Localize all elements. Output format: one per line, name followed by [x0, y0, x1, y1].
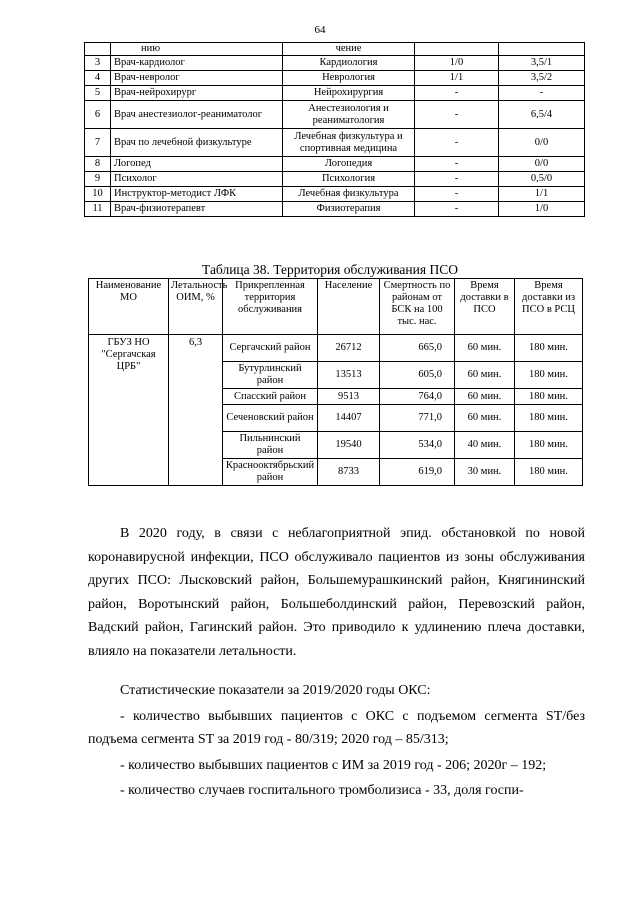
table-cell: -	[415, 172, 499, 187]
table-cell: 40 мин.	[455, 432, 515, 459]
table-cell: Врач по лечебной физкультуре	[111, 129, 283, 157]
table-cell: Лечебная физкультура и спортивная медицина	[283, 129, 415, 157]
table-cell: Неврология	[283, 71, 415, 86]
table-cell: 6	[85, 101, 111, 129]
table-cell: -	[415, 101, 499, 129]
table-cell: -	[415, 202, 499, 217]
page-number: 64	[314, 24, 326, 36]
table-header-row	[89, 279, 583, 335]
statistics-heading: Статистические показатели за 2019/2020 годы ОКС:	[120, 683, 431, 698]
column-header: Наименование МО	[89, 279, 169, 335]
table-cell: 534,0	[380, 432, 455, 459]
body-paragraph	[88, 522, 585, 663]
table-row	[85, 43, 585, 56]
table-cell: -	[415, 129, 499, 157]
table-cell: -	[499, 86, 585, 101]
table-cell: 3	[85, 56, 111, 71]
table-cell: 1/1	[415, 71, 499, 86]
table-row	[85, 129, 585, 157]
statistics-item: - количество случаев госпитального тромболизиса - 33, доля госпи-	[120, 783, 524, 798]
table-cell: 10	[85, 187, 111, 202]
table-cell: Врач-физиотерапевт	[111, 202, 283, 217]
statistics-item: - количество выбывших пациентов с ИМ за 2019 год - 206; 2020г – 192;	[120, 757, 547, 773]
table-cell: 5	[85, 86, 111, 101]
table-cell: Психология	[283, 172, 415, 187]
table-cell: Сеченовский район	[223, 405, 318, 432]
table-cell: Врач-нейрохирург	[111, 86, 283, 101]
column-header: Летальность ОИМ, %	[169, 279, 223, 335]
statistics-item: - количество выбывших пациентов с ОКС с подъемом сегмента ST/без подъема сегмента ST за 2019 год - 80/319; 2020 год – 85/313;	[88, 708, 585, 747]
table-row	[85, 187, 585, 202]
column-header: Время доставки из ПСО в РСЦ	[515, 279, 583, 335]
table-cell: 180 мин.	[515, 335, 583, 362]
table-cell: Врач-невролог	[111, 71, 283, 86]
table-cell: Логопедия	[283, 157, 415, 172]
table-cell: 26712	[318, 335, 380, 362]
table-cell: 13513	[318, 362, 380, 389]
table-cell: 6,5/4	[499, 101, 585, 129]
table-cell: Пильнинский район	[223, 432, 318, 459]
table-cell: -	[415, 187, 499, 202]
table-cell: 1/1	[499, 187, 585, 202]
table-cell: Сергачский район	[223, 335, 318, 362]
table-cell: Анестезиология и реаниматология	[283, 101, 415, 129]
column-header: Время доставки в ПСО	[455, 279, 515, 335]
column-header: Прикрепленная территория обслуживания	[223, 279, 318, 335]
table-row	[85, 172, 585, 187]
table-cell: 1/0	[415, 56, 499, 71]
table-cell: 180 мин.	[515, 362, 583, 389]
table-cell: 60 мин.	[455, 389, 515, 405]
table-cell: 14407	[318, 405, 380, 432]
table-cell: Бутурлинский район	[223, 362, 318, 389]
mo-name-cell: ГБУЗ НО "Сергачская ЦРБ"	[89, 335, 169, 486]
table-cell: 11	[85, 202, 111, 217]
table-cell: 0,5/0	[499, 172, 585, 187]
table-cell: Спасский район	[223, 389, 318, 405]
table-cell: 619,0	[380, 459, 455, 486]
table-row	[85, 157, 585, 172]
table-cell: Инструктор-методист ЛФК	[111, 187, 283, 202]
table-cell: 8733	[318, 459, 380, 486]
table-cell: 9	[85, 172, 111, 187]
column-header: Население	[318, 279, 380, 335]
table-cell: Краснооктябрьский район	[223, 459, 318, 486]
paragraph-text: В 2020 году, в связи с неблагоприятной эпид. обстановкой по новой коронавирусной инфекции, ПСО обслуживало пациентов из зоны обслуживания других ПСО: Лысковский район, Большемурашкинский район, Княгининский район, Воротынский район, Большеболдинский район, Перевозский район, Вадский район, Гагинский район. Это приводило к удлинению плеча доставки, влияло на показатели летальности.	[88, 526, 585, 659]
table-cell: нию	[111, 43, 283, 56]
table-cell: 4	[85, 71, 111, 86]
table-cell: Психолог	[111, 172, 283, 187]
table-row	[85, 56, 585, 71]
table-cell: 19540	[318, 432, 380, 459]
table-cell: 180 мин.	[515, 389, 583, 405]
table-cell: 60 мин.	[455, 362, 515, 389]
table-cell: чение	[283, 43, 415, 56]
statistics-block	[88, 679, 585, 805]
table-cell: Кардиология	[283, 56, 415, 71]
table-cell: 180 мин.	[515, 432, 583, 459]
table-cell: Врач-кардиолог	[111, 56, 283, 71]
table-cell: Врач анестезиолог-реаниматолог	[111, 101, 283, 129]
table-row	[89, 335, 583, 362]
table-cell: Логопед	[111, 157, 283, 172]
table-cell: -	[415, 86, 499, 101]
table-cell: 180 мин.	[515, 405, 583, 432]
table-cell: 0/0	[499, 157, 585, 172]
table-caption: Таблица 38. Территория обслуживания ПСО	[202, 262, 458, 277]
table-row	[85, 202, 585, 217]
table-row	[85, 101, 585, 129]
table-cell: 3,5/1	[499, 56, 585, 71]
table-cell: 8	[85, 157, 111, 172]
table-cell: 764,0	[380, 389, 455, 405]
table-cell: Нейрохирургия	[283, 86, 415, 101]
lethality-cell: 6,3	[169, 335, 223, 486]
table-cell: 7	[85, 129, 111, 157]
table-cell: 180 мин.	[515, 459, 583, 486]
table-cell: Лечебная физкультура	[283, 187, 415, 202]
territory-table	[88, 278, 583, 486]
table-row	[85, 86, 585, 101]
table-cell: 60 мин.	[455, 335, 515, 362]
table-cell: 30 мин.	[455, 459, 515, 486]
table-cell: 665,0	[380, 335, 455, 362]
table-cell: 771,0	[380, 405, 455, 432]
table-cell: 60 мин.	[455, 405, 515, 432]
table-cell: Физиотерапия	[283, 202, 415, 217]
table-cell: -	[415, 157, 499, 172]
table-row	[85, 71, 585, 86]
specialists-table	[84, 42, 585, 217]
table-cell: 605,0	[380, 362, 455, 389]
table-cell: 3,5/2	[499, 71, 585, 86]
table-cell: 9513	[318, 389, 380, 405]
column-header: Смертность по районам от БСК на 100 тыс. нас.	[380, 279, 455, 335]
table-cell: 1/0	[499, 202, 585, 217]
table-cell: 0/0	[499, 129, 585, 157]
